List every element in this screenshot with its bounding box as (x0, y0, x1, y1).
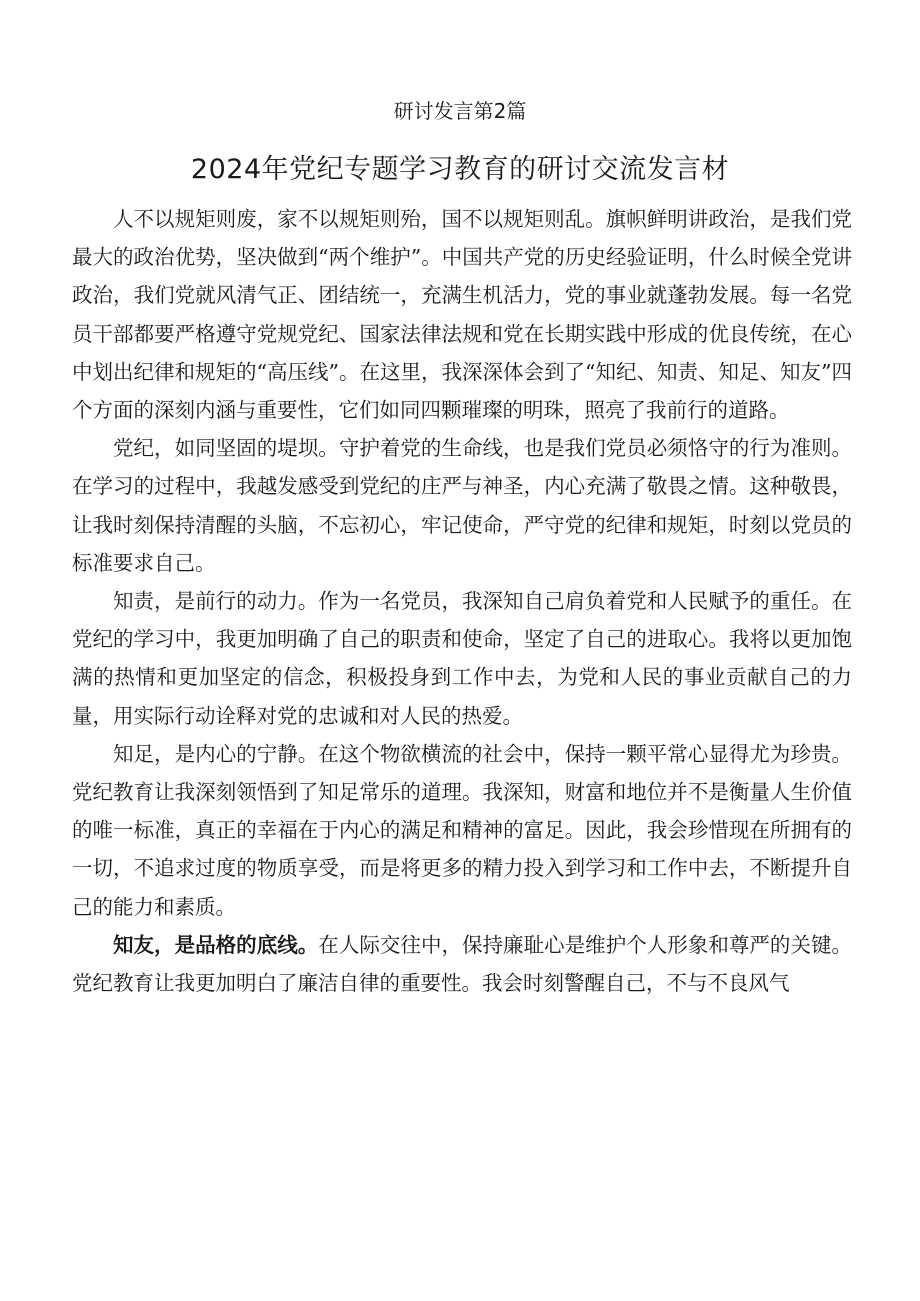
paragraph-zhiyou-text: 在人际交往中，保持廉耻心是维护个人形象和尊严的关键。党纪教育让我更加明白了廉洁自律的重要性。我会时刻警醒自己，不与不良风气 (72, 932, 853, 996)
paragraph-intro: 人不以规矩则废，家不以规矩则殆，国不以规矩则乱。旗帜鲜明讲政治，是我们党最大的政治优势，坚决做到“两个维护”。中国共产党的历史经验证明，什么时候全党讲政治，我们党就风清气正、团结统一，充满生机活力，党的事业就蓬勃发展。每一名党员干部都要严格遵守党规党纪、国家法律法规和党在长期实践中形成的优良传统，在心中划出纪律和规矩的“高压线”。在这里，我深深体会到了“知纪、知责、知足、知友”四个方面的深刻内涵与重要性，它们如同四颗璀璨的明珠，照亮了我前行的道路。 (72, 207, 852, 423)
paragraph-zhiyou-lead: 知友，是品格的底线。 (113, 932, 319, 957)
paragraph-zhize: 知责，是前行的动力。作为一名党员，我深知自己肩负着党和人民赋予的重任。在党纪的学习中，我更加明确了自己的职责和使命，坚定了自己的进取心。我将以更加饱满的热情和更加坚定的信念，积极投身到工作中去，为党和人民的事业贡献自己的力量，用实际行动诠释对党的忠诚和对人民的热爱。 (72, 589, 852, 728)
document-body (72, 200, 852, 1002)
paragraph-zhiyou (72, 926, 852, 1002)
document-subtitle: 研讨发言第2篇 (393, 99, 527, 123)
document-title: 2024年党纪专题学习教育的研讨交流发言材 (190, 154, 730, 185)
paragraph-zhiji: 党纪，如同坚固的堤坝。守护着党的生命线，也是我们党员必须恪守的行为准则。在学习的过程中，我越发感受到党纪的庄严与神圣，内心充满了敬畏之情。这种敬畏，让我时刻保持清醒的头脑，不忘初心，牢记使命，严守党的纪律和规矩，时刻以党员的标准要求自己。 (72, 436, 852, 575)
paragraph-zhizu: 知足，是内心的宁静。在这个物欲横流的社会中，保持一颗平常心显得尤为珍贵。党纪教育让我深刻领悟到了知足常乐的道理。我深知，财富和地位并不是衡量人生价值的唯一标准，真正的幸福在于内心的满足和精神的富足。因此，我会珍惜现在所拥有的一切，不追求过度的物质享受，而是将更多的精力投入到学习和工作中去，不断提升自己的能力和素质。 (72, 741, 852, 919)
